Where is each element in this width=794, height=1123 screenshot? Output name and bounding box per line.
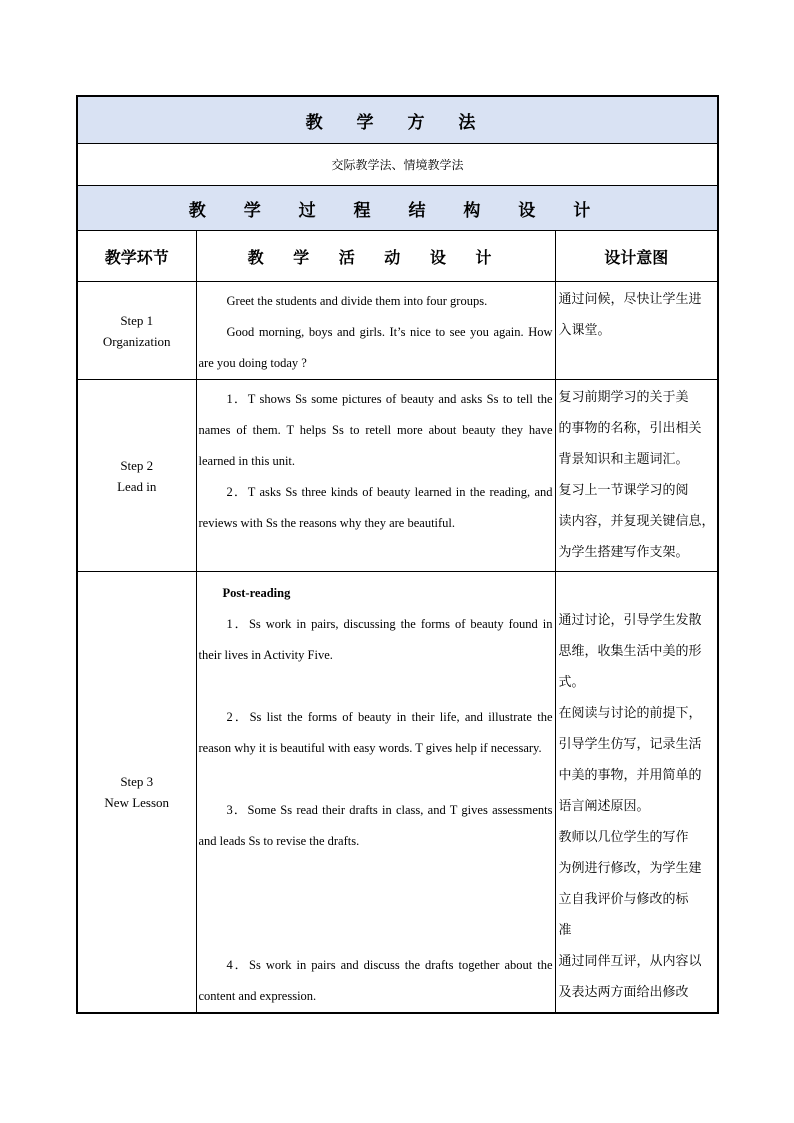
step-name: Step 1 Organization (77, 282, 196, 380)
method-text: 交际教学法、情境教学法 (77, 144, 718, 186)
step-activity: Greet the students and divide them into four groups. Good morning, boys and girls. It’s nice to see you again. How are you doing today ? (196, 282, 555, 380)
table-row (77, 572, 718, 1014)
post-reading-subtitle: Post-reading (222, 586, 291, 600)
step-name: Step 3 New Lesson (77, 572, 196, 1014)
header-intent: 设计意图 (555, 231, 718, 282)
step-intent: 通过讨论，引导学生发散 思维，收集生活中美的形 式。 在阅读与讨论的前提下， 引导学生仿写，记录生活 中美的事物，并用简单的 语言阐述原因。 教师以几位学生的写作 为例进行修改，为学生建 立自我评价与修改的标 准 通过同伴互评，从内容以 及表达两方面给出修改 (555, 572, 718, 1014)
step-intent: 复习前期学习的关于美 的事物的名称，引出相关 背景知识和主题词汇。 复习上一节课学习的阅 读内容，并复现关键信息， 为学生搭建写作支架。 (555, 380, 718, 572)
step-name: Step 2 Lead in (77, 380, 196, 572)
step-activity: 1．T shows Ss some pictures of beauty and asks Ss to tell the names of them. T helps Ss to retell more about beauty they have learned in this unit. 2．T asks Ss three kinds of beauty learned in the reading, and reviews with Ss the reasons why they are beautiful. (196, 380, 555, 572)
step-activity: Post-reading 1．Ss work in pairs, discussing the forms of beauty found in their lives in Activity Five. 2．Ss list the forms of beauty in their life, and illustrate the reason why it is beautiful with easy words. T gives help if necessary. 3．Some Ss read their drafts in class, and T gives assessments and leads Ss to revise the drafts. 4．Ss work in pairs and discuss the drafts together about the content and expression. (196, 572, 555, 1014)
header-activity: 教 学 活 动 设 计 (196, 231, 555, 282)
step-intent: 通过问候，尽快让学生进 入课堂。 (555, 282, 718, 380)
table-row (77, 282, 718, 380)
method-title: 教 学 方 法 (77, 96, 718, 144)
process-title: 教 学 过 程 结 构 设 计 (77, 186, 718, 231)
table-row (77, 380, 718, 572)
header-stage: 教学环节 (77, 231, 196, 282)
lesson-plan-table (76, 95, 719, 1014)
